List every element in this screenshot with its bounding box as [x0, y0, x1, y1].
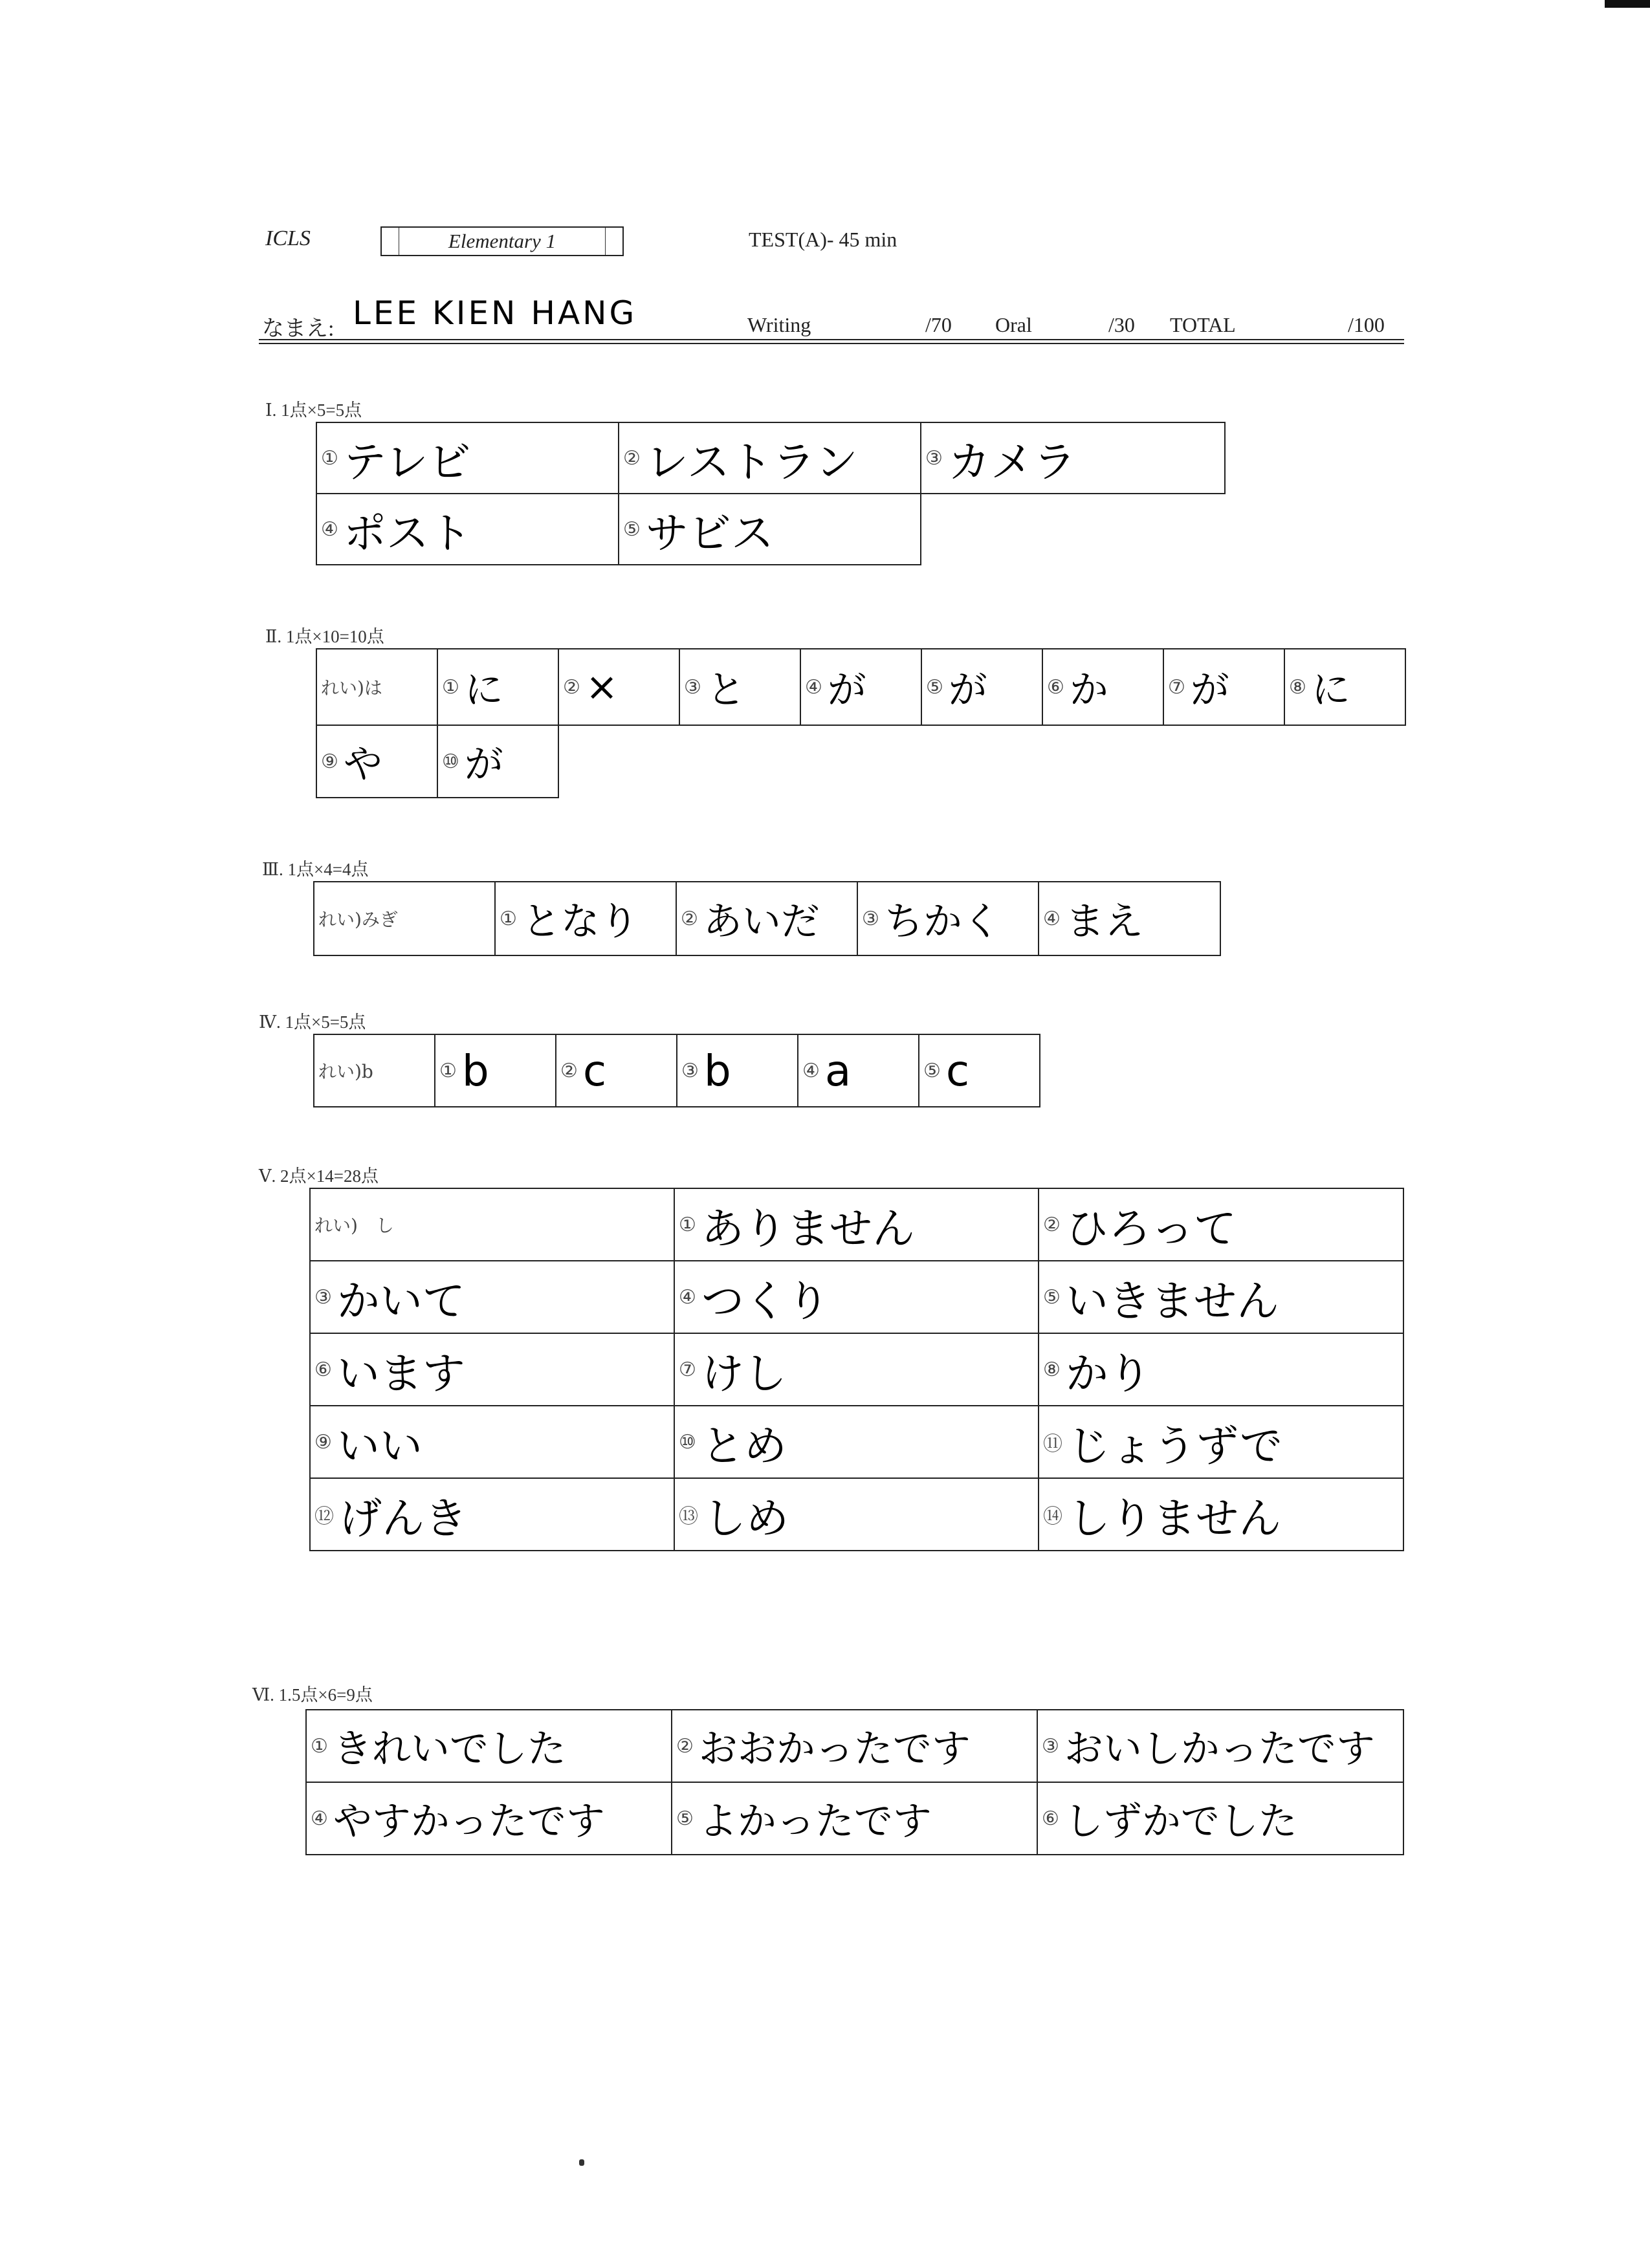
answer-text: レストラン [645, 437, 858, 487]
item-number: ⑧ [1289, 675, 1306, 699]
section-4-grid [313, 1034, 1040, 1107]
answer-text: まえ [1065, 899, 1143, 944]
student-name: LEE KIEN HANG [353, 294, 637, 332]
answer-cell [674, 1478, 1039, 1551]
item-number: ③ [925, 446, 943, 470]
answer-cell [857, 882, 1039, 955]
answer-text: とめ [701, 1421, 787, 1471]
example-text: れい)は [321, 677, 382, 699]
answer-cell [435, 1034, 556, 1107]
level-label: Elementary 1 [448, 230, 556, 252]
writing-max: /70 [925, 313, 952, 336]
school-name: ICLS [265, 226, 311, 250]
answer-text: b [703, 1045, 731, 1096]
example-cell [310, 1188, 674, 1261]
answer-cell [495, 882, 676, 955]
answer-cell [1039, 1188, 1403, 1261]
item-number: ④ [679, 1285, 696, 1309]
answer-text: となり [522, 899, 639, 944]
answer-cell [310, 1261, 674, 1333]
answer-cell [1039, 1406, 1403, 1478]
answer-cell [677, 1034, 798, 1107]
answer-cell [556, 1034, 677, 1107]
item-number: ⑥ [1042, 1807, 1059, 1830]
item-number: ⑨ [321, 750, 338, 773]
answer-text: か [1069, 668, 1108, 713]
answer-cell [674, 1261, 1039, 1333]
answer-text: かり [1065, 1348, 1151, 1399]
answer-cell [672, 1782, 1037, 1855]
answer-text: と [706, 668, 745, 713]
answer-text: c [945, 1045, 970, 1096]
answer-text: げんき [339, 1493, 467, 1543]
answer-cell [437, 725, 558, 798]
item-number: ⑤ [1043, 1285, 1061, 1309]
item-number: ③ [684, 675, 701, 699]
answer-text: が [1190, 668, 1229, 713]
item-number: ① [439, 1059, 457, 1082]
answer-cell [919, 1034, 1040, 1107]
answer-text: いい [336, 1421, 423, 1471]
section-6-grid [305, 1709, 1404, 1855]
answer-cell [1039, 1478, 1403, 1551]
answer-cell [316, 494, 619, 565]
answer-text: しめ [703, 1493, 789, 1543]
item-number: ⑬ [679, 1505, 698, 1528]
section-4-label: Ⅳ. 1点×5=5点 [259, 1012, 366, 1032]
answer-cell [306, 1782, 672, 1855]
item-number: ⑦ [1168, 675, 1185, 699]
answer-text: かいて [336, 1276, 465, 1326]
example-cell [314, 1034, 435, 1107]
answer-text: ありません [701, 1203, 915, 1254]
answer-cell [921, 422, 1225, 494]
answer-text: カメラ [947, 437, 1076, 487]
item-number: ④ [802, 1059, 820, 1082]
answer-cell [619, 494, 921, 565]
answer-text: テレビ [343, 437, 471, 487]
item-number: ⑩ [442, 750, 459, 773]
example-text: れい)みぎ [318, 909, 398, 930]
answer-text: けし [701, 1348, 787, 1399]
item-number: ⑨ [314, 1430, 332, 1454]
scan-mark [1605, 0, 1650, 8]
answer-cell [798, 1034, 919, 1107]
item-number: ⑭ [1043, 1505, 1062, 1528]
answer-cell [674, 1406, 1039, 1478]
answer-cell [316, 725, 437, 798]
answer-text: ポスト [343, 508, 472, 558]
answer-text: に [464, 668, 503, 713]
answer-cell [674, 1333, 1039, 1406]
item-number: ⑤ [623, 518, 641, 541]
answer-cell [1037, 1710, 1403, 1782]
section-5-grid [309, 1188, 1404, 1551]
section-3-grid [313, 881, 1221, 956]
answer-cell [310, 1333, 674, 1406]
section-6-label: Ⅵ. 1.5点×6=9点 [252, 1685, 373, 1705]
answer-text: じょうずで [1068, 1421, 1282, 1471]
total-label: TOTAL [1170, 313, 1236, 336]
answer-text: や [343, 742, 382, 787]
total-max: /100 [1348, 313, 1385, 336]
answer-text: に [1311, 668, 1350, 713]
item-number: ② [563, 675, 580, 699]
answer-text: × [585, 664, 619, 710]
item-number: ④ [1043, 907, 1061, 930]
answer-cell [679, 649, 800, 725]
section-5-label: Ⅴ. 2点×14=28点 [259, 1166, 379, 1186]
answer-text: やすかったです [333, 1799, 605, 1844]
scan-speck [579, 2159, 584, 2166]
item-number: ④ [321, 518, 338, 541]
writing-label: Writing [747, 313, 811, 336]
header-rule [259, 339, 1404, 340]
answer-cell [1039, 882, 1220, 955]
answer-text: しずかでした [1064, 1799, 1297, 1844]
section-3-label: Ⅲ. 1点×4=4点 [262, 860, 369, 879]
answer-cell [800, 649, 921, 725]
item-number: ⑪ [1043, 1433, 1062, 1456]
answer-text: きれいでした [333, 1727, 566, 1772]
answer-text: あいだ [703, 899, 820, 944]
item-number: ⑫ [314, 1505, 334, 1528]
answer-text: よかったです [698, 1799, 932, 1844]
answer-cell [619, 422, 921, 494]
answer-text: が [464, 742, 503, 787]
answer-cell [672, 1710, 1037, 1782]
test-title: TEST(A)- 45 min [749, 228, 897, 251]
answer-cell [437, 649, 558, 725]
answer-cell [310, 1478, 674, 1551]
item-number: ② [681, 907, 698, 930]
item-number: ① [442, 675, 459, 699]
header-rule [259, 343, 1404, 344]
answer-text: います [336, 1348, 465, 1399]
level-box [380, 226, 624, 256]
item-number: ⑤ [926, 675, 943, 699]
item-number: ① [500, 907, 517, 930]
answer-cell [676, 882, 857, 955]
answer-text: c [582, 1045, 607, 1096]
item-number: ③ [681, 1059, 699, 1082]
item-number: ② [1043, 1213, 1061, 1236]
item-number: ⑧ [1043, 1358, 1061, 1381]
answer-cell [316, 422, 619, 494]
example-text: れい) し [314, 1215, 394, 1236]
item-number: ④ [805, 675, 822, 699]
answer-cell [310, 1406, 674, 1478]
item-number: ⑩ [679, 1430, 696, 1454]
item-number: ⑤ [676, 1807, 694, 1830]
example-cell [316, 649, 437, 725]
section-1-label: Ⅰ. 1点×5=5点 [265, 400, 362, 420]
answer-cell [921, 649, 1042, 725]
item-number: ① [679, 1213, 696, 1236]
answer-text: いきません [1065, 1276, 1279, 1326]
answer-cell [558, 649, 679, 725]
section-2-label: Ⅱ. 1点×10=10点 [265, 627, 384, 646]
answer-text: おいしかったです [1064, 1727, 1375, 1772]
answer-cell [1037, 1782, 1403, 1855]
name-label: なまえ: [262, 317, 335, 341]
answer-cell [306, 1710, 672, 1782]
answer-text: サビス [645, 508, 774, 558]
item-number: ② [560, 1059, 578, 1082]
answer-text: ちかく [884, 899, 1001, 944]
item-number: ⑥ [1047, 675, 1064, 699]
item-number: ③ [862, 907, 879, 930]
oral-label: Oral [995, 313, 1032, 336]
item-number: ⑥ [314, 1358, 332, 1381]
answer-cell [1163, 649, 1284, 725]
item-number: ③ [1042, 1734, 1059, 1758]
section-2-grid [316, 648, 1406, 798]
answer-cell [674, 1188, 1039, 1261]
item-number: ① [311, 1734, 328, 1758]
item-number: ② [623, 446, 641, 470]
item-number: ⑦ [679, 1358, 696, 1381]
answer-text: ひろって [1065, 1203, 1237, 1254]
answer-text: b [461, 1045, 489, 1096]
answer-cell [1284, 649, 1405, 725]
answer-cell [1039, 1261, 1403, 1333]
item-number: ① [321, 446, 338, 470]
answer-text: が [948, 668, 987, 713]
answer-cell [1042, 649, 1163, 725]
item-number: ② [676, 1734, 694, 1758]
example-cell [314, 882, 495, 955]
answer-cell [1039, 1333, 1403, 1406]
answer-text: おおかったです [698, 1727, 971, 1772]
oral-max: /30 [1108, 313, 1135, 336]
item-number: ⑤ [923, 1059, 941, 1082]
example-text: れい)b [318, 1061, 373, 1082]
item-number: ③ [314, 1285, 332, 1309]
answer-text: a [824, 1045, 852, 1096]
answer-text: しりません [1068, 1493, 1281, 1543]
section-1-grid [316, 422, 1226, 565]
answer-text: が [827, 668, 866, 713]
answer-text: つくり [701, 1276, 830, 1326]
item-number: ④ [311, 1807, 328, 1830]
